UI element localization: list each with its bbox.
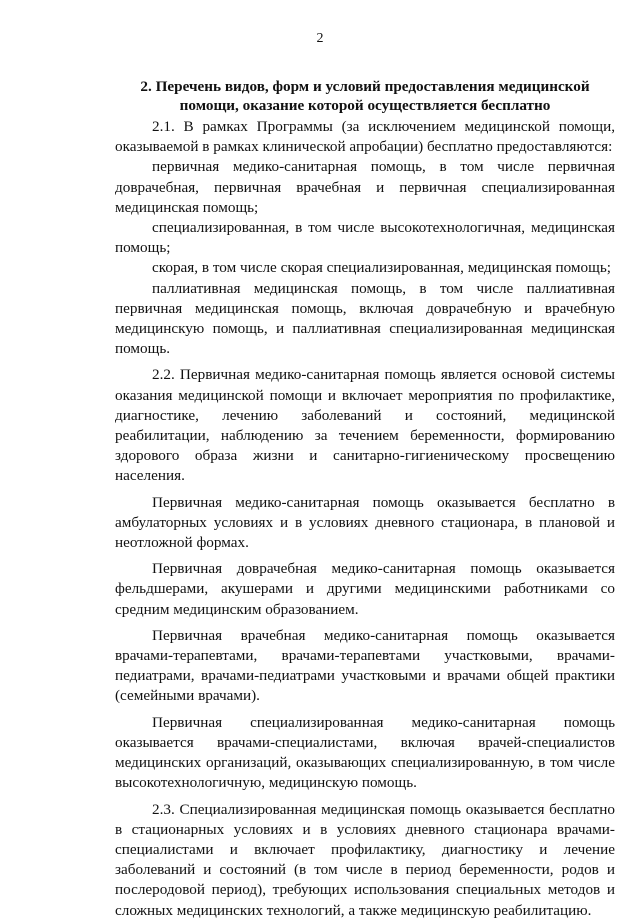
paragraph-primary-free: Первичная медико-санитарная помощь оказывается бесплатно в амбулаторных условиях и в условиях дневного стационара, в плановой и неотложной формах. [115,493,615,552]
paragraph-specialized-list: специализированная, в том числе высокотехнологичная, медицинская помощь; [115,219,615,257]
paragraph-2-2: 2.2. Первичная медико-санитарная помощь является основой системы оказания медицинской помощи и включает мероприятия по профилактике, диагностике, лечению заболеваний и состояний, медицинской реабилитации, наблюдению за течением беременности, формированию здорового образа жизни и санитарно-гигиеническому просвещению населения. [115,366,615,485]
section-heading-line-1: 2. Перечень видов, форм и условий предоставления медицинской [140,78,590,95]
page-number: 2 [316,31,324,46]
paragraph-pre-physician: Первичная доврачебная медико-санитарная помощь оказывается фельдшерами, акушерами и другими медицинскими работниками со средним медицинским образованием. [115,560,615,618]
paragraph-emergency-list: скорая, в том числе скорая специализированная, медицинская помощь; [152,259,611,277]
section-heading [115,77,615,115]
paragraph-2-1: 2.1. В рамках Программы (за исключением медицинской помощи, оказываемой в рамках клинической апробации) бесплатно предоставляются: [115,118,615,156]
paragraph-palliative-list: паллиативная медицинская помощь, в том числе паллиативная первичная медицинская помощь, включая доврачебную и врачебную медицинскую помощь, и паллиативная специализированная медицинская помощь. [115,279,615,358]
paragraph-primary-care-list: первичная медико-санитарная помощь, в том числе первичная доврачебная, первичная врачебная и первичная специализированная медицинская помощь; [115,158,615,216]
paragraph-2-3: 2.3. Специализированная медицинская помощь оказывается бесплатно в стационарных условиях и в условиях дневного стационара врачами-специалистами и включает профилактику, диагностику и лечение заболеваний и состояний (в том числе в период беременности, родов и послеродовой период), требующих использования специальных методов и сложных медицинских технологий, а также медицинскую реабилитацию. [115,800,615,919]
paragraph-specialist: Первичная специализированная медико-санитарная помощь оказывается врачами-специалистами, включая врачей-специалистов медицинских организаций, оказывающих специализированную, в том числе высокотехнологичную, медицинскую помощь. [115,713,615,792]
section-heading-line-2: помощи, оказание которой осуществляется бесплатно [179,97,551,114]
document-body [115,77,615,921]
paragraph-physician: Первичная врачебная медико-санитарная помощь оказывается врачами-терапевтами, врачами-терапевтами участковыми, врачами-педиатрами, врачами-педиатрами участковыми и врачами общей практики (семейными врачами). [115,626,615,705]
